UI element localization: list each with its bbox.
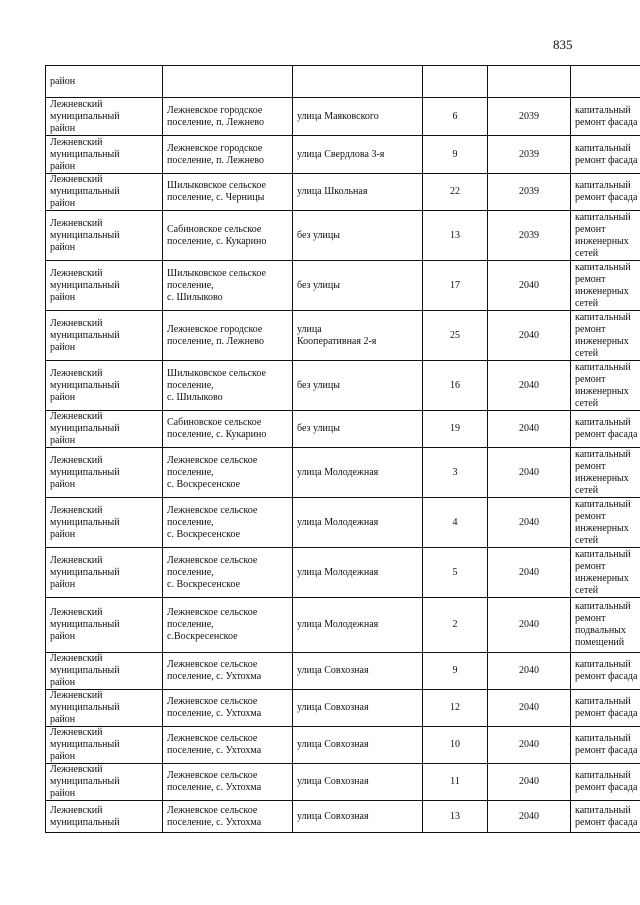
cell-work — [571, 653, 640, 690]
cell-work — [571, 66, 640, 98]
cell-work — [571, 361, 640, 411]
cell-work-text: капитальный ремонт фасада — [575, 733, 638, 756]
cell-district-text: Лежневский муниципальный район — [50, 98, 120, 134]
cell-work-text: капитальный ремонт инженерных сетей — [575, 498, 631, 546]
cell-district — [46, 361, 163, 411]
cell-house-text: 4 — [452, 516, 458, 528]
cell-year — [488, 801, 571, 833]
cell-settlement — [163, 727, 293, 764]
cell-settlement-text: Лежневское городское поселение, п. Лежнево — [167, 142, 265, 166]
table-row — [46, 211, 640, 261]
cell-house — [423, 66, 488, 98]
cell-house — [423, 498, 488, 548]
cell-settlement — [163, 136, 293, 174]
cell-house-text: 22 — [450, 186, 460, 197]
cell-year — [488, 498, 571, 548]
cell-settlement-text: Лежневское сельское поселение, с. Воскресенское — [167, 504, 258, 540]
cell-year-text: 2040 — [519, 739, 539, 750]
cell-settlement — [163, 66, 293, 98]
cell-district-text: Лежневский муниципальный район — [50, 317, 120, 353]
cell-year — [488, 548, 571, 598]
cell-street — [293, 727, 423, 764]
cell-house — [423, 98, 488, 136]
table-row — [46, 448, 640, 498]
cell-street — [293, 448, 423, 498]
table-row — [46, 548, 640, 598]
cell-street — [293, 801, 423, 833]
cell-year-text: 2040 — [519, 379, 539, 391]
cell-work-text: капитальный ремонт инженерных сетей — [575, 548, 631, 596]
cell-work-text: капитальный ремонт фасада — [575, 696, 638, 719]
cell-year-text: 2039 — [519, 186, 539, 197]
cell-year-text: 2040 — [519, 810, 539, 822]
cell-house — [423, 727, 488, 764]
cell-year-text: 2040 — [519, 516, 539, 528]
cell-district-text: Лежневский муниципальный район — [50, 653, 120, 688]
cell-district-text: Лежневский муниципальный район — [50, 454, 120, 490]
cell-year — [488, 174, 571, 211]
cell-street — [293, 361, 423, 411]
cell-house-text: 6 — [452, 110, 458, 122]
cell-year-text: 2040 — [519, 702, 539, 713]
cell-year — [488, 311, 571, 361]
cell-year — [488, 361, 571, 411]
cell-house-text: 9 — [452, 148, 458, 160]
cell-house — [423, 764, 488, 801]
cell-settlement-text: Лежневское сельское поселение, с. Воскресенское — [167, 454, 258, 490]
cell-district — [46, 311, 163, 361]
cell-settlement-text: Лежневское сельское поселение, с. Воскресенское — [167, 554, 258, 590]
cell-year — [488, 66, 571, 98]
cell-year-text: 2040 — [519, 279, 539, 291]
table-row — [46, 498, 640, 548]
page-number: 835 — [553, 37, 573, 52]
cell-street-text: улица Молодежная — [297, 516, 379, 528]
cell-year-text: 2039 — [519, 229, 539, 241]
cell-settlement-text: Лежневское сельское поселение, с. Ухтохма — [167, 770, 262, 793]
cell-settlement — [163, 411, 293, 448]
cell-street-text: улица Совхозная — [297, 665, 369, 676]
cell-street — [293, 411, 423, 448]
cell-district — [46, 764, 163, 801]
cell-work — [571, 98, 640, 136]
cell-work — [571, 261, 640, 311]
cell-street — [293, 690, 423, 727]
cell-year-text: 2040 — [519, 619, 539, 630]
cell-house-text: 5 — [452, 566, 458, 578]
cell-work — [571, 411, 640, 448]
cell-year — [488, 764, 571, 801]
cell-house — [423, 411, 488, 448]
cell-settlement — [163, 174, 293, 211]
cell-settlement — [163, 261, 293, 311]
cell-work-text: капитальный ремонт фасада — [575, 804, 638, 828]
cell-year-text: 2040 — [519, 466, 539, 478]
cell-house — [423, 801, 488, 833]
cell-year — [488, 261, 571, 311]
cell-house-text: 13 — [450, 810, 460, 822]
cell-year — [488, 653, 571, 690]
table-row-continued — [46, 66, 640, 98]
cell-work — [571, 136, 640, 174]
cell-year-text: 2040 — [519, 329, 539, 341]
cell-settlement-text: Лежневское городское поселение, п. Лежнево — [167, 104, 265, 128]
cell-year — [488, 411, 571, 448]
cell-settlement-text: Лежневское сельское поселение, с. Ухтохма — [167, 733, 262, 756]
cell-settlement-text: Лежневское сельское поселение, с. Ухтохма — [167, 659, 262, 682]
cell-street-text: улица Маяковского — [297, 110, 379, 122]
cell-district-text: Лежневский муниципальный район — [50, 267, 120, 303]
cell-street — [293, 66, 423, 98]
cell-district-text: Лежневский муниципальный район — [50, 727, 120, 762]
cell-settlement — [163, 801, 293, 833]
cell-district — [46, 98, 163, 136]
cell-district-text: Лежневский муниципальный район — [50, 554, 120, 590]
cell-street-text: без улицы — [297, 423, 340, 434]
cell-work-text: капитальный ремонт фасада — [575, 180, 638, 203]
cell-settlement-text: Лежневское сельское поселение, с.Воскресенское — [167, 607, 258, 642]
cell-district-text: район — [50, 75, 76, 87]
cell-house — [423, 174, 488, 211]
cell-street — [293, 174, 423, 211]
cell-street — [293, 548, 423, 598]
cell-settlement-text: Лежневское городское поселение, п. Лежнево — [167, 323, 265, 347]
cell-house — [423, 311, 488, 361]
cell-district-text: Лежневский муниципальный район — [50, 764, 120, 799]
table-row — [46, 727, 640, 764]
cell-house-text: 16 — [450, 379, 460, 391]
table-row — [46, 764, 640, 801]
cell-year-text: 2039 — [519, 110, 539, 122]
cell-work — [571, 448, 640, 498]
cell-district — [46, 690, 163, 727]
cell-work — [571, 211, 640, 261]
cell-district-text: Лежневский муниципальный — [50, 804, 120, 828]
cell-work-text: капитальный ремонт подвальных помещений — [575, 601, 631, 648]
cell-work-text: капитальный ремонт фасада — [575, 142, 638, 166]
cell-year — [488, 727, 571, 764]
cell-settlement — [163, 653, 293, 690]
cell-year-text: 2040 — [519, 566, 539, 578]
cell-settlement — [163, 764, 293, 801]
cell-street-text: улица Молодежная — [297, 466, 379, 478]
cell-year — [488, 448, 571, 498]
cell-settlement-text: Сабиновское сельское поселение, с. Кукарино — [167, 223, 267, 247]
cell-work-text: капитальный ремонт инженерных сетей — [575, 311, 631, 359]
cell-work — [571, 498, 640, 548]
cell-house — [423, 690, 488, 727]
cell-work — [571, 801, 640, 833]
cell-settlement — [163, 98, 293, 136]
cell-district — [46, 174, 163, 211]
table-row — [46, 98, 640, 136]
cell-house — [423, 448, 488, 498]
cell-street-text: без улицы — [297, 279, 340, 291]
cell-settlement — [163, 311, 293, 361]
cell-year-text: 2040 — [519, 423, 539, 434]
cell-settlement — [163, 498, 293, 548]
cell-district-text: Лежневский муниципальный район — [50, 217, 120, 253]
cell-work-text: капитальный ремонт фасада — [575, 417, 638, 440]
cell-work-text: капитальный ремонт инженерных сетей — [575, 361, 631, 409]
table-row — [46, 411, 640, 448]
cell-district-text: Лежневский муниципальный район — [50, 174, 120, 209]
cell-street — [293, 764, 423, 801]
cell-house-text: 2 — [452, 619, 458, 630]
cell-street-text: улица Совхозная — [297, 810, 369, 822]
cell-street — [293, 261, 423, 311]
cell-work-text: капитальный ремонт инженерных сетей — [575, 211, 631, 259]
table-row — [46, 261, 640, 311]
table-row — [46, 361, 640, 411]
cell-street — [293, 653, 423, 690]
cell-house — [423, 361, 488, 411]
cell-district — [46, 498, 163, 548]
cell-year-text: 2040 — [519, 665, 539, 676]
cell-work — [571, 690, 640, 727]
cell-year-text: 2040 — [519, 776, 539, 787]
table-row — [46, 311, 640, 361]
cell-district — [46, 653, 163, 690]
cell-house-text: 17 — [450, 279, 460, 291]
cell-work-text: капитальный ремонт инженерных сетей — [575, 261, 631, 309]
cell-year — [488, 598, 571, 653]
cell-work — [571, 174, 640, 211]
cell-work — [571, 727, 640, 764]
cell-house — [423, 653, 488, 690]
cell-house-text: 12 — [450, 702, 460, 713]
cell-street — [293, 98, 423, 136]
table-row — [46, 174, 640, 211]
cell-settlement-text: Шилыковское сельское поселение, с. Черницы — [167, 180, 266, 203]
cell-settlement — [163, 448, 293, 498]
cell-street — [293, 136, 423, 174]
cell-year — [488, 136, 571, 174]
cell-house-text: 11 — [450, 776, 460, 787]
cell-house-text: 9 — [452, 665, 458, 676]
cell-house-text: 13 — [450, 229, 460, 241]
cell-street-text: улица Совхозная — [297, 739, 369, 750]
cell-district — [46, 727, 163, 764]
cell-house — [423, 136, 488, 174]
cell-district — [46, 448, 163, 498]
cell-year — [488, 211, 571, 261]
cell-work-text: капитальный ремонт фасада — [575, 104, 638, 128]
cell-district-text: Лежневский муниципальный район — [50, 607, 120, 642]
cell-work — [571, 311, 640, 361]
cell-settlement — [163, 690, 293, 727]
cell-district-text: Лежневский муниципальный район — [50, 367, 120, 403]
cell-street-text: без улицы — [297, 229, 340, 241]
cell-district-text: Лежневский муниципальный район — [50, 411, 120, 446]
cell-street — [293, 211, 423, 261]
cell-street — [293, 498, 423, 548]
cell-settlement-text: Шилыковское сельское поселение, с. Шилыково — [167, 267, 266, 303]
cell-house-text: 10 — [450, 739, 460, 750]
cell-house-text: 3 — [452, 466, 458, 478]
cell-house — [423, 598, 488, 653]
cell-street — [293, 598, 423, 653]
cell-district — [46, 261, 163, 311]
cell-year — [488, 690, 571, 727]
cell-work — [571, 548, 640, 598]
cell-work-text: капитальный ремонт фасада — [575, 770, 638, 793]
table-row — [46, 136, 640, 174]
cell-street-text: улица Молодежная — [297, 566, 379, 578]
cell-district — [46, 801, 163, 833]
cell-street-text: улица Кооперативная 2-я — [297, 323, 377, 347]
table-row — [46, 598, 640, 653]
cell-district — [46, 136, 163, 174]
cell-house-text: 19 — [450, 423, 460, 434]
cell-year-text: 2039 — [519, 148, 539, 160]
cell-settlement — [163, 211, 293, 261]
cell-street — [293, 311, 423, 361]
cell-work-text: капитальный ремонт инженерных сетей — [575, 448, 631, 496]
cell-settlement — [163, 361, 293, 411]
cell-house — [423, 548, 488, 598]
cell-street-text: улица Свердлова 3-я — [297, 148, 385, 160]
cell-district — [46, 411, 163, 448]
cell-district-text: Лежневский муниципальный район — [50, 504, 120, 540]
capital-repair-table — [45, 65, 640, 833]
cell-house — [423, 211, 488, 261]
cell-district — [46, 211, 163, 261]
cell-district — [46, 548, 163, 598]
cell-work-text: капитальный ремонт фасада — [575, 659, 638, 682]
table-row — [46, 690, 640, 727]
cell-house-text: 25 — [450, 329, 460, 341]
cell-settlement-text: Шилыковское сельское поселение, с. Шилыково — [167, 367, 266, 403]
table-row — [46, 653, 640, 690]
cell-district — [46, 598, 163, 653]
cell-street-text: без улицы — [297, 379, 340, 391]
cell-settlement-text: Лежневское сельское поселение, с. Ухтохма — [167, 804, 262, 828]
cell-settlement — [163, 598, 293, 653]
cell-district — [46, 66, 163, 98]
table-body — [46, 66, 640, 833]
cell-settlement-text: Сабиновское сельское поселение, с. Кукарино — [167, 417, 267, 440]
cell-house — [423, 261, 488, 311]
cell-settlement-text: Лежневское сельское поселение, с. Ухтохма — [167, 696, 262, 719]
cell-district-text: Лежневский муниципальный район — [50, 690, 120, 725]
cell-settlement — [163, 548, 293, 598]
cell-year — [488, 98, 571, 136]
cell-street-text: улица Совхозная — [297, 776, 369, 787]
cell-street-text: улица Молодежная — [297, 619, 379, 630]
cell-district-text: Лежневский муниципальный район — [50, 136, 120, 172]
cell-work — [571, 598, 640, 653]
table-row — [46, 801, 640, 833]
cell-work — [571, 764, 640, 801]
cell-street-text: улица Школьная — [297, 186, 368, 197]
cell-street-text: улица Совхозная — [297, 702, 369, 713]
